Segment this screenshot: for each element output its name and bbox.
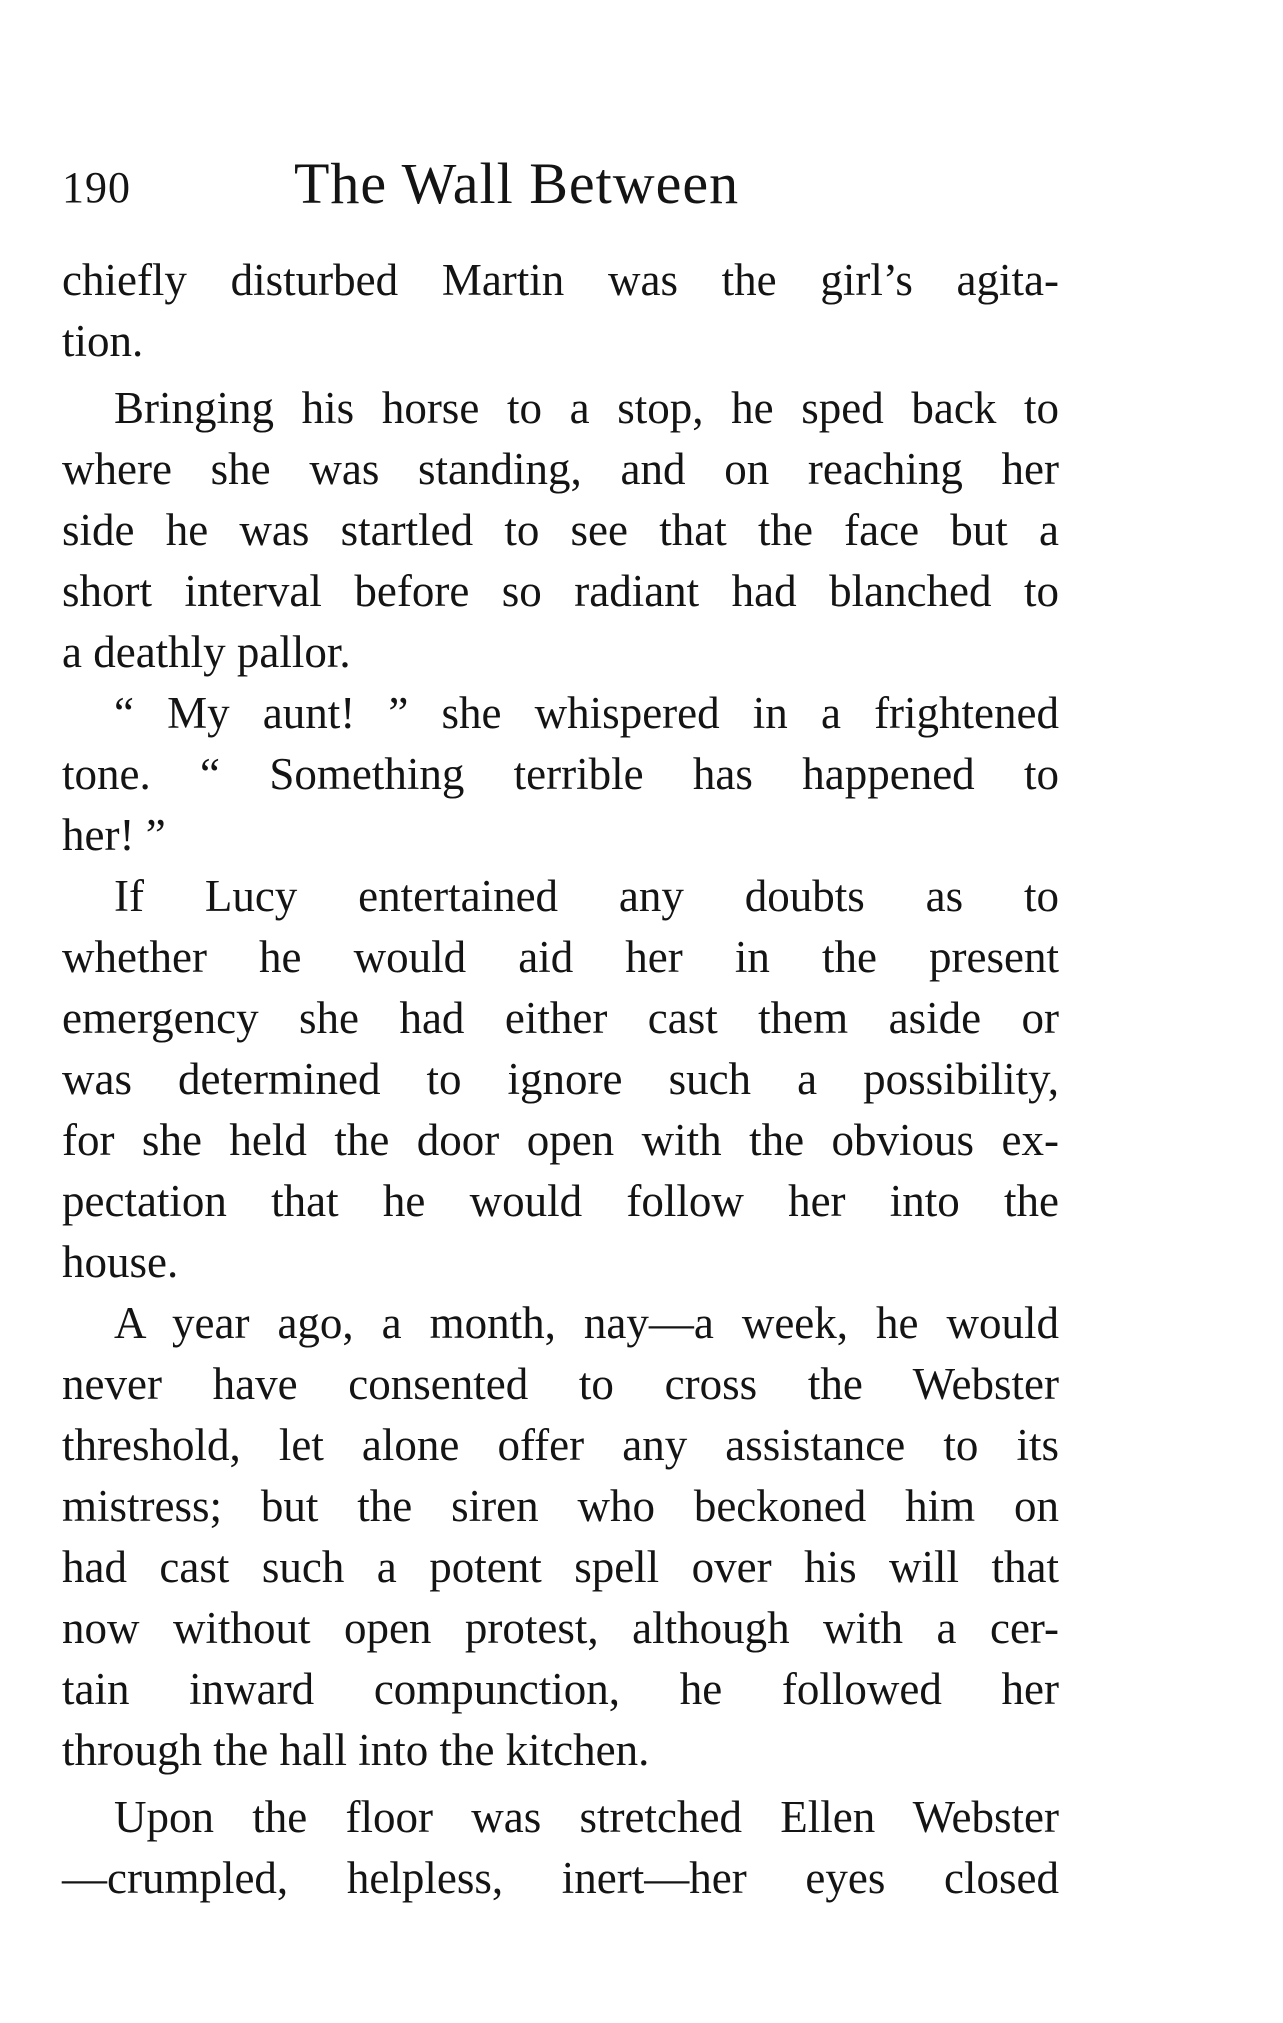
page-header — [62, 150, 1062, 230]
text-line: through the hall into the kitchen. — [62, 1725, 650, 1775]
text-line: If Lucy entertained any doubts as to — [114, 871, 1059, 921]
text-line: side he was startled to see that the face but a — [62, 505, 1059, 555]
text-line: pectation that he would follow her into the — [62, 1176, 1059, 1226]
text-line: now without open protest, although with a cer- — [62, 1603, 1059, 1653]
text-line: —crumpled, helpless, inert—her eyes closed — [62, 1853, 1059, 1903]
running-title: The Wall Between — [294, 151, 740, 216]
body-text — [62, 250, 1059, 1909]
text-line: mistress; but the siren who beckoned him on — [62, 1481, 1059, 1531]
text-line: house. — [62, 1237, 179, 1287]
text-line: a deathly pallor. — [62, 627, 351, 677]
text-line: tion. — [62, 316, 144, 366]
text-line: short interval before so radiant had blanched to — [62, 566, 1059, 616]
text-line: Upon the floor was stretched Ellen Webster — [114, 1792, 1059, 1842]
text-line: never have consented to cross the Webster — [62, 1359, 1059, 1409]
text-line: where she was standing, and on reaching her — [62, 444, 1059, 494]
text-line: threshold, let alone offer any assistance to its — [62, 1420, 1059, 1470]
text-line: was determined to ignore such a possibility, — [62, 1054, 1059, 1104]
text-line: emergency she had either cast them aside or — [62, 993, 1059, 1043]
text-line: Bringing his horse to a stop, he sped back to — [114, 383, 1059, 433]
text-line: chiefly disturbed Martin was the girl’s agita- — [62, 255, 1059, 305]
text-line: had cast such a potent spell over his will that — [62, 1542, 1059, 1592]
text-line: for she held the door open with the obvious ex- — [62, 1115, 1059, 1165]
text-line: her! ” — [62, 810, 166, 860]
text-line: whether he would aid her in the present — [62, 932, 1059, 982]
text-line: “ My aunt! ” she whispered in a frightened — [114, 688, 1059, 738]
text-line: tone. “ Something terrible has happened to — [62, 749, 1059, 799]
page-number: 190 — [62, 163, 131, 212]
text-line: tain inward compunction, he followed her — [62, 1664, 1059, 1714]
text-line: A year ago, a month, nay—a week, he would — [114, 1298, 1059, 1348]
